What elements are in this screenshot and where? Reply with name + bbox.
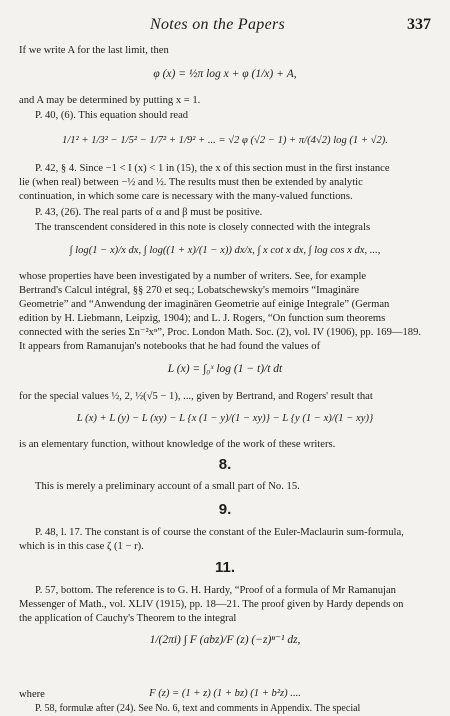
text-line: edition by H. Liebmann, Leipzig, 1904); and L. J. Rogers, “On function sum theorems	[19, 313, 386, 324]
equation-contour: 1/(2πi) ∫ F (abz)/F (z) (−z)ⁿ⁻¹ dz,	[149, 634, 301, 646]
text-line: for the special values ½, 2, ½(√5 − 1), ..., given by Bertrand, and Rogers' result that	[19, 391, 373, 402]
where-label: where	[19, 689, 45, 700]
equation-rogers: L (x) + L (y) − L (xy) − L {x (1 − y)/(1 − xy)} − L {y (1 − x)/(1 − xy)}	[76, 413, 374, 424]
text-line: Geometrie” and “Anwendung der imaginären Geometrie auf einige Integrale” (German	[19, 299, 390, 310]
equation-F: F (z) = (1 + z) (1 + bz) (1 + b²z) ....	[149, 688, 301, 699]
text-line: is an elementary function, without knowledge of the work of these writers.	[19, 439, 336, 450]
page-number: 337	[407, 16, 431, 33]
text-line: P. 57, bottom. The reference is to G. H. Hardy, “Proof of a formula of Mr Ramanujan	[35, 585, 396, 596]
section-heading-9: 9.	[218, 501, 232, 518]
text-line: the application of Cauchy's Theorem to the integral	[19, 613, 237, 624]
text-line: continuation, in which some care is necessary with the many-valued functions.	[19, 191, 353, 202]
text-line: which is in this case ζ (1 − r).	[19, 541, 144, 552]
text-line: This is merely a preliminary account of a small part of No. 15.	[35, 481, 300, 492]
text-line: It appears from Ramanujan's notebooks that he had found the values of	[19, 341, 321, 352]
text-line: P. 58, formulæ after (24). See No. 6, text and comments in Appendix. The special	[35, 703, 361, 714]
running-head-title: Notes on the Papers	[150, 16, 286, 33]
equation-phi: φ (x) = ½π log x + φ (1/x) + A,	[153, 68, 297, 80]
text-line: P. 48, l. 17. The constant is of course the constant of the Euler-Maclaurin sum-formula,	[35, 527, 404, 538]
text-line: Bertrand's Calcul intégral, §§ 270 et seq.; Lobatschewsky's memoirs “Imaginäre	[19, 285, 360, 296]
section-heading-8: 8.	[218, 456, 232, 473]
equation-series: 1/1² + 1/3² − 1/5² − 1/7² + 1/9² + ... = √2 φ (√2 − 1) + π/(4√2) log (1 + √2).	[62, 135, 388, 146]
section-heading-11: 11.	[214, 559, 236, 576]
text-line: whose properties have been investigated by a number of writers. See, for example	[19, 271, 367, 282]
text-line: lie (when real) between −½ and ½. The results must then be extended by analytic	[19, 177, 363, 188]
text-line: Messenger of Math., vol. XLIV (1915), pp. 18—21. The proof given by Hardy depends on	[19, 599, 404, 610]
equation-L: L (x) = ∫₀ˣ log (1 − t)/t dt	[167, 363, 283, 375]
text-line: P. 43, (26). The real parts of α and β must be positive.	[35, 207, 263, 218]
text-line: P. 40, (6). This equation should read	[35, 110, 189, 121]
text-line: If we write A for the last limit, then	[19, 45, 169, 56]
text-line: P. 42, § 4. Since −1 < I (x) < 1 in (15), the x of this section must in the first instance	[35, 163, 390, 174]
text-line: connected with the series Σn⁻²xⁿ”, Proc. London Math. Soc. (2), vol. IV (1906), pp. 169—189.	[19, 327, 422, 338]
text-line: and A may be determined by putting x = 1.	[19, 95, 201, 106]
equation-integrals: ∫ log(1 − x)/x dx, ∫ log((1 + x)/(1 − x)) dx/x, ∫ x cot x dx, ∫ log cos x dx, ...,	[69, 245, 381, 256]
text-line: The transcendent considered in this note is closely connected with the integrals	[35, 222, 371, 233]
